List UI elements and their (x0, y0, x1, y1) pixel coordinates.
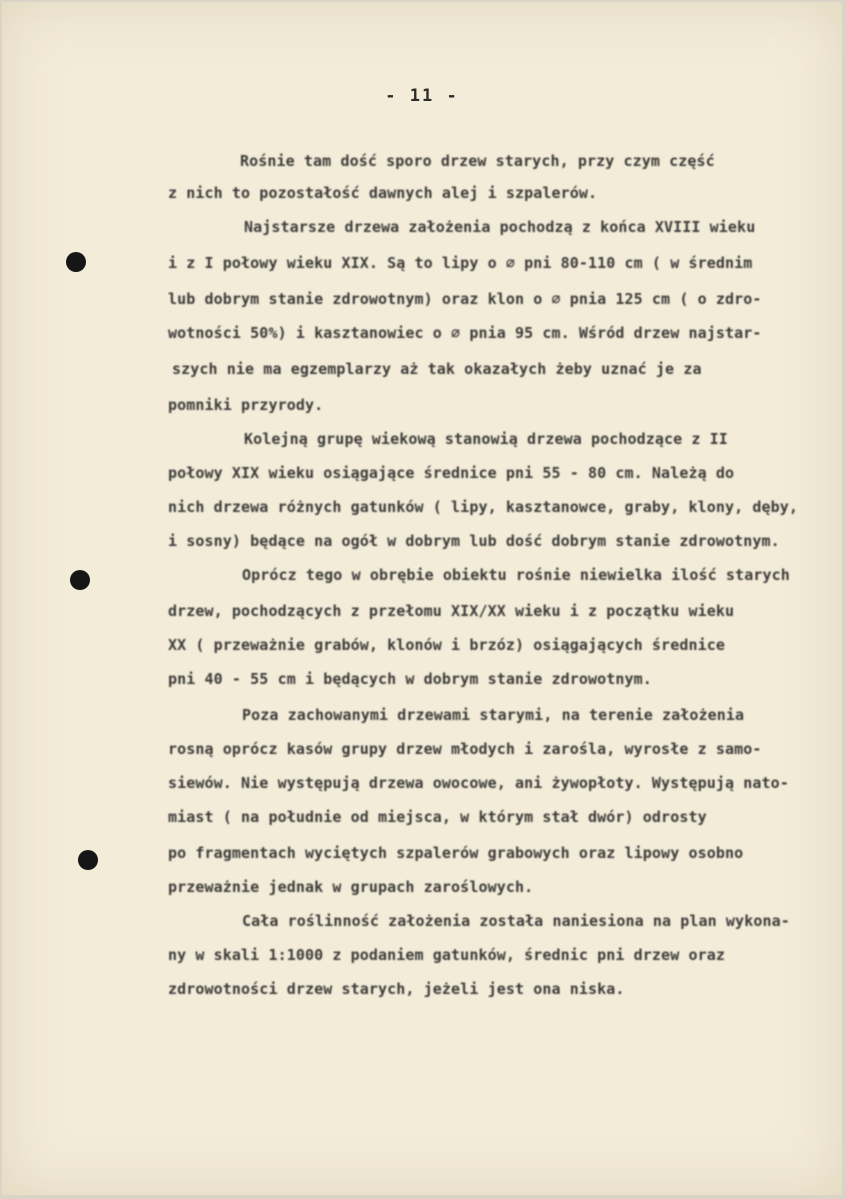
text-line: siewów. Nie występują drzewa owocowe, ani żywopłoty. Występują nato- (168, 774, 789, 792)
text-line: zdrowotności drzew starych, jeżeli jest ona niska. (168, 980, 625, 998)
text-line: Kolejną grupę wiekową stanowią drzewa pochodzące z II (244, 430, 728, 448)
document-page (2, 2, 842, 1195)
punch-hole-top (66, 252, 86, 272)
text-line: Poza zachowanymi drzewami starymi, na terenie założenia (242, 706, 745, 724)
text-line: i z I połowy wieku XIX. Są to lipy o ∅ pni 80-110 cm ( w średnim (168, 254, 753, 272)
text-line: pomniki przyrody. (168, 396, 324, 414)
punch-hole-bottom (78, 850, 98, 870)
text-line: ny w skali 1:1000 z podaniem gatunków, średnic pni drzew oraz (168, 946, 725, 964)
text-line: nich drzewa różnych gatunków ( lipy, kasztanowce, graby, klony, dęby, (168, 498, 799, 516)
text-line: miast ( na południe od miejsca, w którym stał dwór) odrosty (168, 808, 707, 826)
text-line: pni 40 - 55 cm i będących w dobrym stanie zdrowotnym. (168, 670, 652, 688)
text-line: i sosny) będące na ogół w dobrym lub dość dobrym stanie zdrowotnym. (168, 532, 780, 550)
text-line: szych nie ma egzemplarzy aż tak okazałych żeby uznać je za (172, 360, 702, 378)
page-number: - 11 - (385, 86, 459, 106)
text-line: XX ( przeważnie grabów, klonów i brzóz) osiągających średnice (168, 636, 725, 654)
text-line: wotności 50%) i kasztanowiec o ∅ pnia 95 cm. Wśród drzew najstar- (168, 324, 762, 342)
text-line: lub dobrym stanie zdrowotnym) oraz klon o ∅ pnia 125 cm ( o zdro- (168, 290, 762, 308)
text-line: Oprócz tego w obrębie obiektu rośnie niewielka ilość starych (242, 566, 790, 584)
punch-hole-middle (70, 570, 90, 590)
text-line: drzew, pochodzących z przełomu XIX/XX wieku i z początku wieku (168, 602, 735, 620)
text-line: połowy XIX wieku osiągające średnice pni 55 - 80 cm. Należą do (168, 464, 735, 482)
text-line: Najstarsze drzewa założenia pochodzą z końca XVIII wieku (244, 218, 756, 236)
text-line: Rośnie tam dość sporo drzew starych, przy czym część (240, 152, 715, 170)
text-line: po fragmentach wyciętych szpalerów grabowych oraz lipowy osobno (168, 844, 744, 862)
text-line: rosną oprócz kasów grupy drzew młodych i zarośla, wyrosłe z samo- (168, 740, 762, 758)
text-line: Cała roślinność założenia została naniesiona na plan wykona- (242, 912, 790, 930)
text-line: przeważnie jednak w grupach zaroślowych. (168, 878, 534, 896)
text-line: z nich to pozostałość dawnych alej i szpalerów. (168, 184, 598, 202)
